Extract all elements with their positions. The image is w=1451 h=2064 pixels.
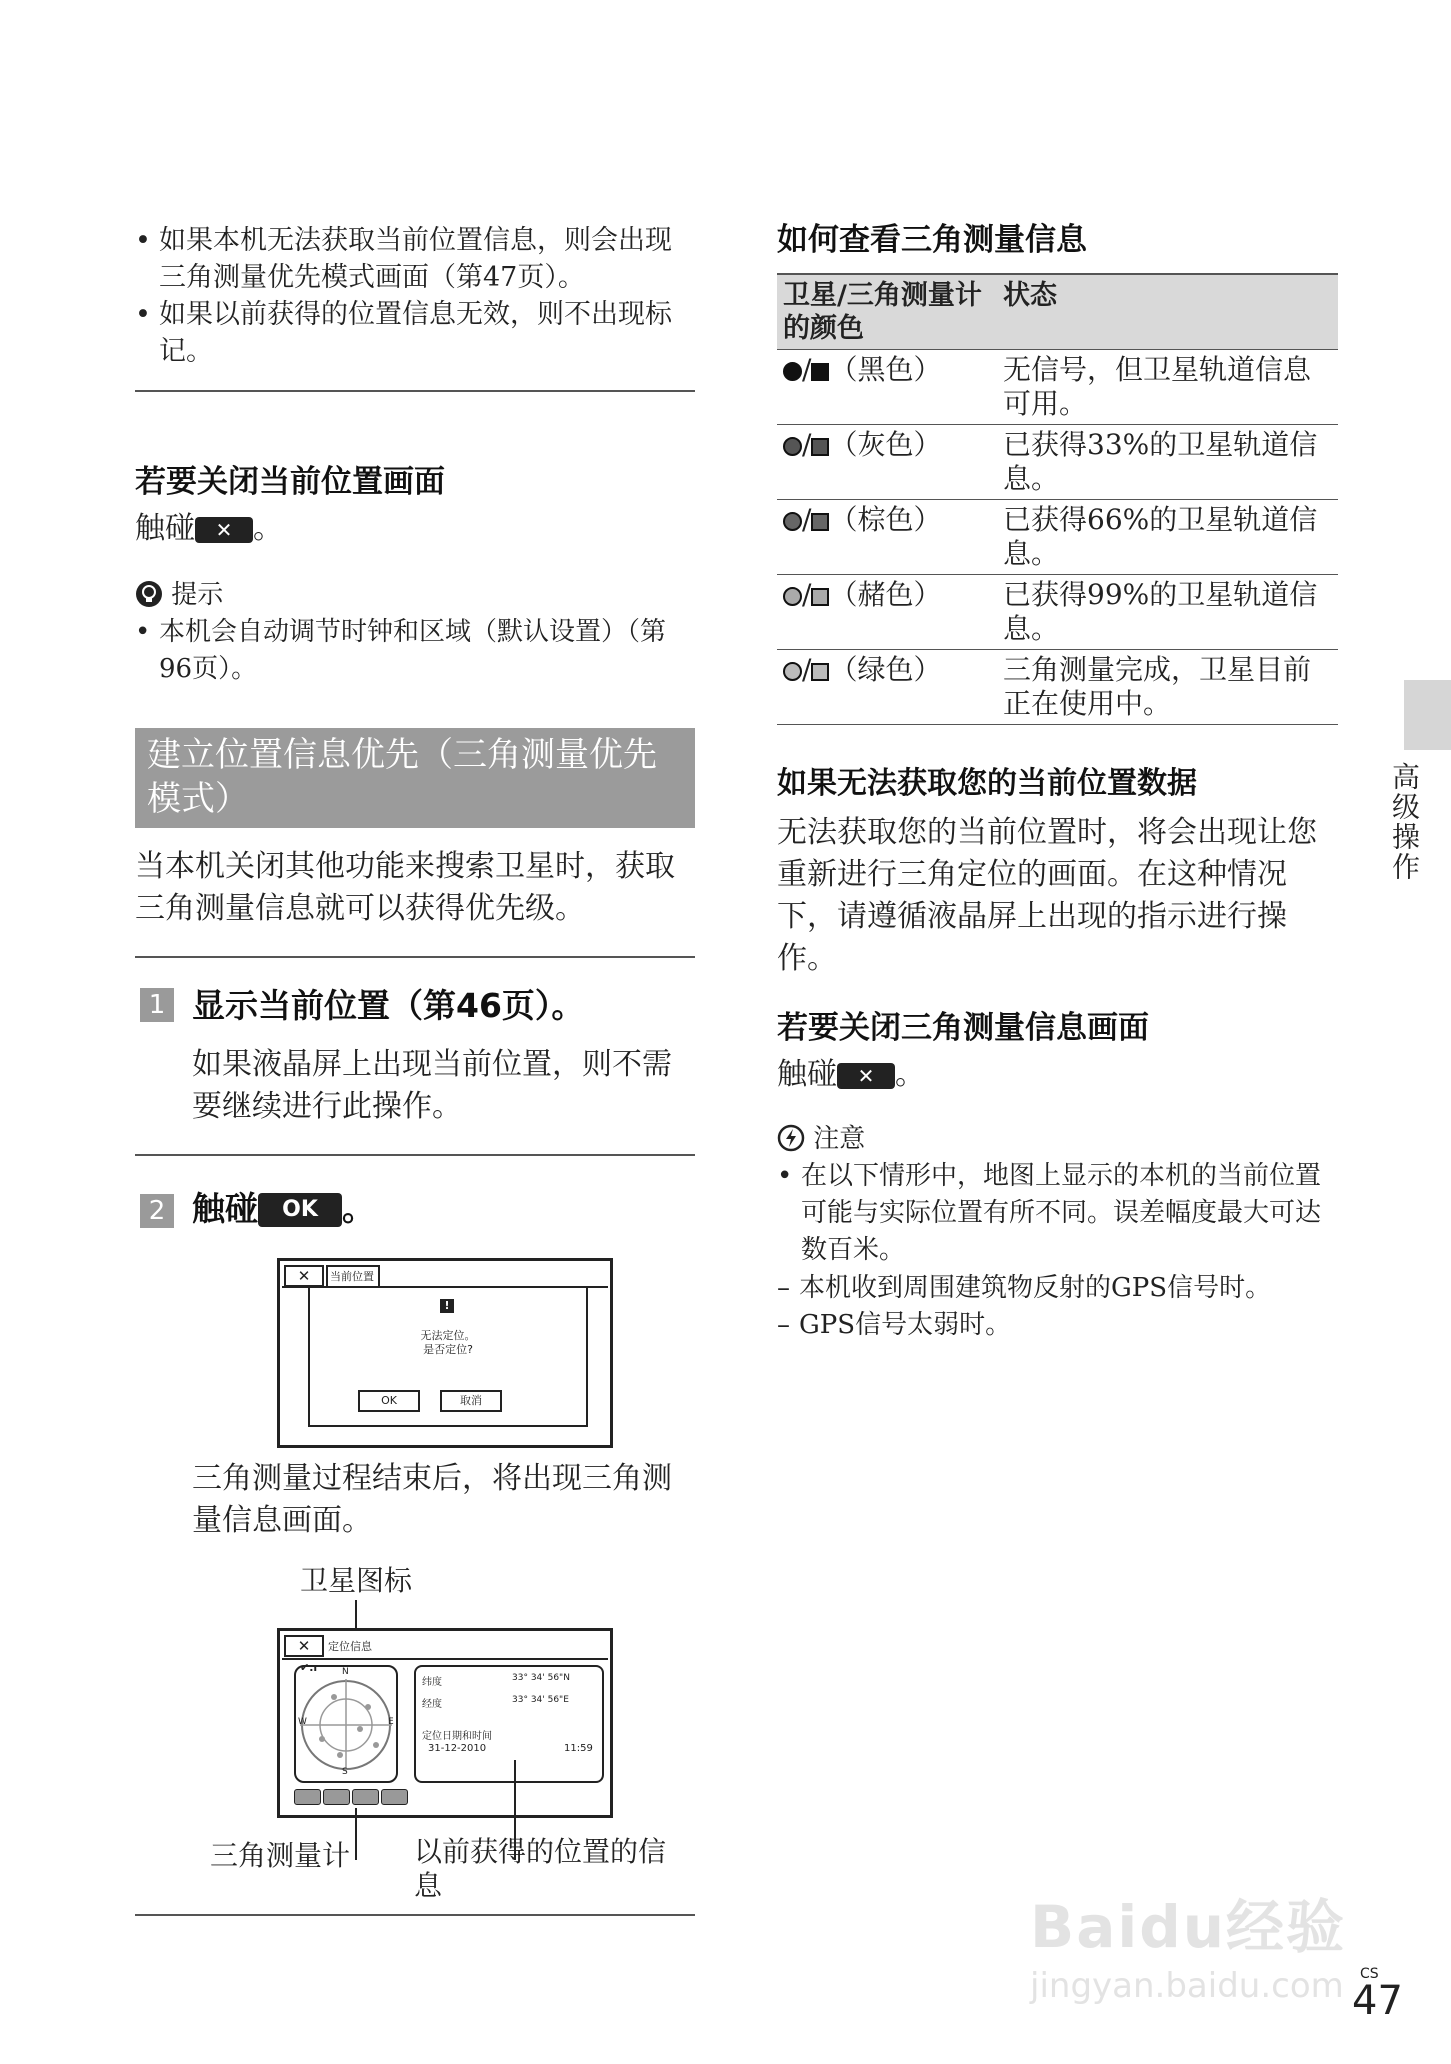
color-cell — [777, 500, 997, 575]
callout-triangulation-meter: 三角测量计 — [210, 1839, 351, 1872]
meter-square-icon — [811, 663, 829, 681]
color-name: （绿色） — [829, 653, 942, 686]
latitude-value: 33° 34' 56"N — [512, 1673, 570, 1683]
compass-east: E — [388, 1717, 394, 1727]
meter-square-icon — [811, 513, 829, 531]
step-2 — [140, 1194, 174, 1228]
tip-item: • 本机会自动调节时钟和区域（默认设置）（第96页）。 — [135, 614, 695, 688]
close-button-icon: ✕ — [837, 1063, 895, 1089]
satellite-dot-icon — [783, 587, 802, 606]
info-panel — [414, 1665, 604, 1783]
bullet-item: • 如果以前获得的位置信息无效，则不出现标记。 — [135, 296, 695, 370]
latitude-label: 纬度 — [422, 1677, 442, 1688]
compass-west: W — [298, 1717, 307, 1727]
color-name: （灰色） — [829, 428, 942, 461]
meter-square-icon — [811, 588, 829, 606]
lightbulb-icon — [135, 580, 163, 608]
side-tab-label: 高级操作 — [1388, 762, 1421, 882]
meter-segment — [294, 1789, 321, 1805]
screen2-tab: 定位信息 — [328, 1640, 372, 1653]
separator: / — [802, 353, 812, 386]
time-value: 11:59 — [564, 1743, 593, 1754]
meter-segment — [352, 1789, 379, 1805]
status-cell: 无信号，但卫星轨道信息可用。 — [997, 350, 1338, 425]
screen-close-button: ✕ — [284, 1265, 324, 1287]
period: 。 — [342, 1189, 375, 1228]
satellite-signal-icon: ✔.ı — [300, 1661, 318, 1674]
side-tab-block — [1404, 680, 1451, 750]
caution-label: 注意 — [813, 1124, 866, 1154]
caution-item: • 在以下情形中，地图上显示的本机的当前位置可能与实际位置有所不同。误差幅度最大可达数百米。 — [777, 1158, 1337, 1269]
divider — [135, 390, 695, 392]
table-heading: 如何查看三角测量信息 — [777, 222, 1087, 258]
caution-bullets — [777, 1158, 1337, 1269]
caution-dash-item: – GPS信号太弱时。 — [777, 1307, 1337, 1344]
separator: / — [802, 428, 812, 461]
step-2-number: 2 — [140, 1194, 174, 1228]
page-number: 47 — [1352, 1978, 1403, 2024]
meter-square-icon — [811, 363, 829, 381]
step-1-title: 显示当前位置（第46页）。 — [192, 986, 585, 1025]
dialog-box — [308, 1287, 588, 1427]
step-1-desc: 如果液晶屏上出现当前位置，则不需要继续进行此操作。 — [192, 1047, 672, 1124]
callout-previous-info: 以前获得的位置的信息 — [414, 1835, 667, 1902]
dialog-cancel-button[interactable]: 取消 — [440, 1390, 502, 1412]
satellite-dot-icon — [783, 512, 802, 531]
top-bullets — [135, 222, 695, 370]
watermark-url: jingyan.baidu.com — [1030, 1966, 1344, 2006]
screen2-close-button: ✕ — [284, 1635, 324, 1657]
close-position-heading: 若要关闭当前位置画面 — [135, 464, 445, 500]
table-row — [777, 425, 1338, 500]
divider — [135, 1914, 695, 1916]
status-cell: 已获得33%的卫星轨道信息。 — [997, 425, 1338, 500]
touch-label: 触碰 — [777, 1057, 837, 1092]
color-cell — [777, 350, 997, 425]
dialog-line-1: 无法定位。 — [420, 1329, 476, 1342]
page-lang: CS — [1360, 1966, 1379, 1982]
satellite-dot-icon — [783, 437, 802, 456]
step-2-title-text: 触碰 — [192, 1189, 258, 1228]
tip-label: 提示 — [171, 580, 224, 610]
caution-header — [777, 1122, 865, 1156]
separator: / — [802, 653, 812, 686]
meter-square-icon — [811, 438, 829, 456]
color-name: （黑色） — [829, 353, 942, 386]
table-header-row — [777, 274, 1338, 350]
ok-button-icon: OK — [258, 1193, 342, 1227]
separator: / — [802, 578, 812, 611]
longitude-value: 33° 34' 56"E — [512, 1695, 569, 1705]
callout-line-left — [355, 1808, 357, 1860]
step-1-number: 1 — [140, 988, 174, 1022]
step-2-title — [192, 1188, 375, 1230]
satellite-dot-icon — [783, 662, 802, 681]
divider — [135, 956, 695, 958]
color-cell — [777, 575, 997, 650]
color-cell — [777, 650, 997, 725]
satellite-dot-icon — [783, 362, 802, 381]
alert-icon: ! — [440, 1299, 454, 1313]
bullet-item: • 如果本机无法获取当前位置信息，则会出现三角测量优先模式画面（第47页）。 — [135, 222, 695, 296]
color-cell — [777, 425, 997, 500]
tip-header — [135, 578, 223, 612]
header-status: 状态 — [997, 274, 1338, 350]
caution-dash-item: – 本机收到周围建筑物反射的GPS信号时。 — [777, 1270, 1337, 1307]
dialog-line-2: 是否定位? — [423, 1343, 473, 1356]
table-row — [777, 500, 1338, 575]
meter-segment — [381, 1789, 408, 1805]
caution-dashes — [777, 1270, 1337, 1344]
close-position-instruction — [135, 508, 283, 550]
dialog-ok-button[interactable]: OK — [358, 1390, 420, 1412]
screen-tab: 当前位置 — [326, 1265, 380, 1287]
color-name: （赭色） — [829, 578, 942, 611]
table-row — [777, 575, 1338, 650]
triangulation-meter — [294, 1789, 408, 1805]
status-table — [777, 273, 1338, 725]
section-title-bar: 建立位置信息优先（三角测量优先模式） — [135, 728, 695, 828]
compass-panel — [294, 1665, 398, 1783]
no-data-heading: 如果无法获取您的当前位置数据 — [777, 766, 1197, 801]
compass-south: S — [342, 1767, 348, 1777]
close-tri-instruction — [777, 1054, 925, 1096]
step-1 — [140, 988, 174, 1022]
close-button-icon: ✕ — [195, 517, 253, 543]
status-cell: 已获得99%的卫星轨道信息。 — [997, 575, 1338, 650]
table-row — [777, 650, 1338, 725]
screen2-title-line — [282, 1658, 608, 1660]
step-2-desc: 三角测量过程结束后，将出现三角测量信息画面。 — [192, 1461, 672, 1538]
tip-bullets — [135, 614, 695, 688]
period: 。 — [895, 1057, 925, 1092]
separator: / — [802, 503, 812, 536]
section-intro: 当本机关闭其他功能来搜索卫星时，获取三角测量信息就可以获得优先级。 — [135, 849, 675, 926]
date-label: 定位日期和时间 — [422, 1731, 492, 1742]
table-row — [777, 350, 1338, 425]
watermark-brand: Baidu经验 — [1030, 1893, 1347, 1961]
callout-satellite-icon: 卫星图标 — [300, 1564, 413, 1597]
period: 。 — [253, 511, 283, 546]
header-color: 卫星/三角测量计的颜色 — [777, 274, 997, 350]
longitude-label: 经度 — [422, 1699, 442, 1710]
no-data-text: 无法获取您的当前位置时，将会出现让您重新进行三角定位的画面。在这种情况下，请遵循液晶屏上出现的指示进行操作。 — [777, 815, 1317, 976]
status-cell: 三角测量完成，卫星目前正在使用中。 — [997, 650, 1338, 725]
touch-label: 触碰 — [135, 511, 195, 546]
compass-north: N — [342, 1667, 349, 1677]
compass-icon — [296, 1667, 396, 1781]
date-value: 31-12-2010 — [428, 1743, 487, 1754]
close-tri-heading: 若要关闭三角测量信息画面 — [777, 1010, 1149, 1046]
divider — [135, 1154, 695, 1156]
status-cell: 已获得66%的卫星轨道信息。 — [997, 500, 1338, 575]
meter-segment — [323, 1789, 350, 1805]
screen-position-info — [277, 1628, 613, 1818]
screen-cannot-locate — [277, 1258, 613, 1448]
caution-icon — [777, 1124, 805, 1152]
color-name: （棕色） — [829, 503, 942, 536]
